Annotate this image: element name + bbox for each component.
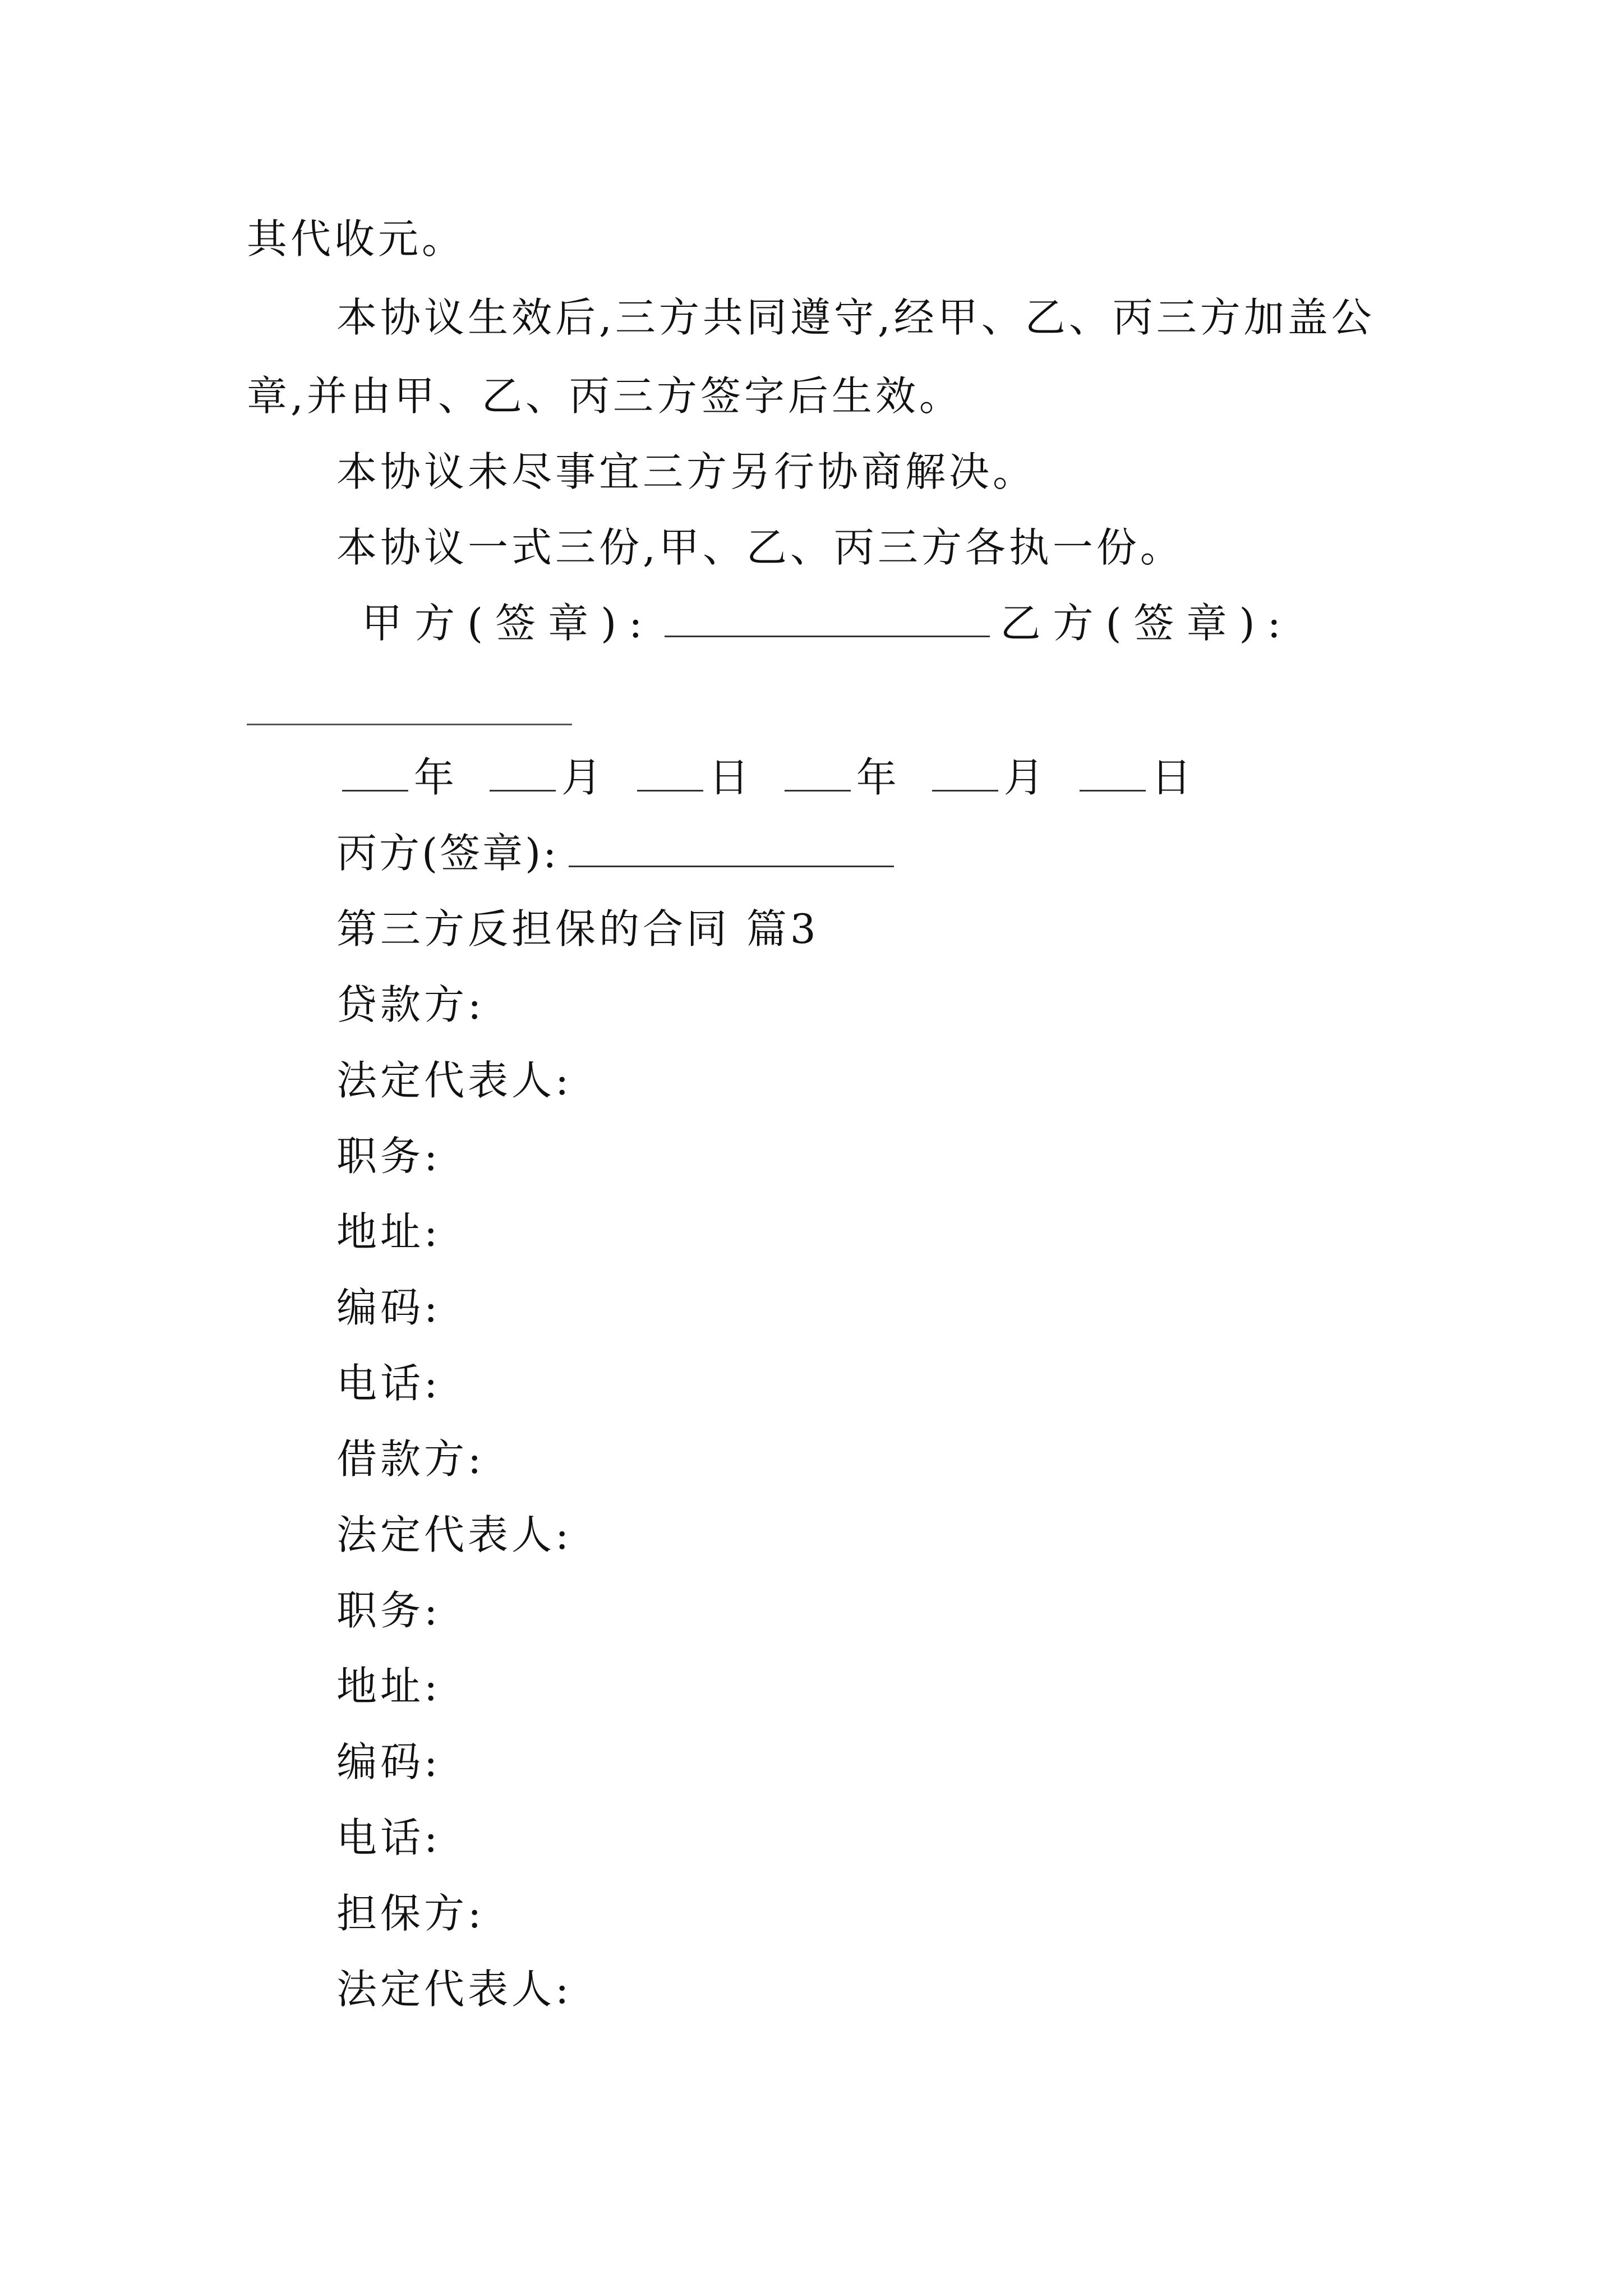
- field-label: 法定代表人:: [336, 1511, 573, 1558]
- field-label: 编码:: [336, 1284, 441, 1331]
- paragraph-line: 本协议一式三份,甲、乙、丙三方各执一份。: [336, 524, 1184, 571]
- field-label: 编码:: [336, 1738, 441, 1786]
- date-blank: [932, 785, 998, 792]
- field-label: 借款方:: [336, 1435, 485, 1483]
- paragraph-line: 本协议生效后,三方共同遵守,经甲、乙、丙三方加盖公: [336, 294, 1375, 341]
- party-b-signature-blank: [247, 724, 572, 725]
- field-label: 地址:: [336, 1663, 441, 1710]
- signature-row-ab: [362, 600, 1293, 647]
- party-c-signature-row: [336, 830, 904, 877]
- field-label: 法定代表人:: [336, 1966, 573, 2013]
- field-label: 电话:: [336, 1360, 441, 1407]
- day-label: 日: [708, 754, 749, 801]
- field-label: 电话:: [336, 1814, 441, 1861]
- month-label: 月: [561, 754, 602, 801]
- section-title: 第三方反担保的合同 篇3: [336, 905, 819, 953]
- date-row: [336, 754, 1209, 801]
- field-label: 担保方:: [336, 1890, 485, 1937]
- party-c-signature-blank: [569, 861, 894, 867]
- paragraph-line: 章,并由甲、乙、丙三方签字后生效。: [247, 372, 963, 420]
- paragraph-line: 本协议未尽事宜三方另行协商解决。: [336, 448, 1037, 495]
- field-label: 地址:: [336, 1208, 441, 1255]
- date-blank: [490, 785, 556, 792]
- date-blank: [637, 785, 703, 792]
- paragraph-line: 其代收元。: [247, 215, 466, 263]
- year-label: 年: [856, 754, 897, 801]
- day-label: 日: [1151, 754, 1192, 801]
- party-a-signature-blank: [665, 631, 990, 637]
- field-label: 贷款方:: [336, 981, 485, 1028]
- field-label: 职务:: [336, 1587, 441, 1634]
- month-label: 月: [1003, 754, 1044, 801]
- party-a-signature-label: 甲方(签章):: [362, 600, 655, 647]
- date-blank: [342, 785, 408, 792]
- party-c-signature-label: 丙方(签章):: [336, 830, 559, 877]
- field-label: 职务:: [336, 1133, 441, 1180]
- party-b-signature-label: 乙方(签章):: [1000, 600, 1293, 647]
- date-blank: [1080, 785, 1146, 792]
- year-label: 年: [414, 754, 455, 801]
- field-label: 法定代表人:: [336, 1057, 573, 1104]
- date-blank: [785, 785, 851, 792]
